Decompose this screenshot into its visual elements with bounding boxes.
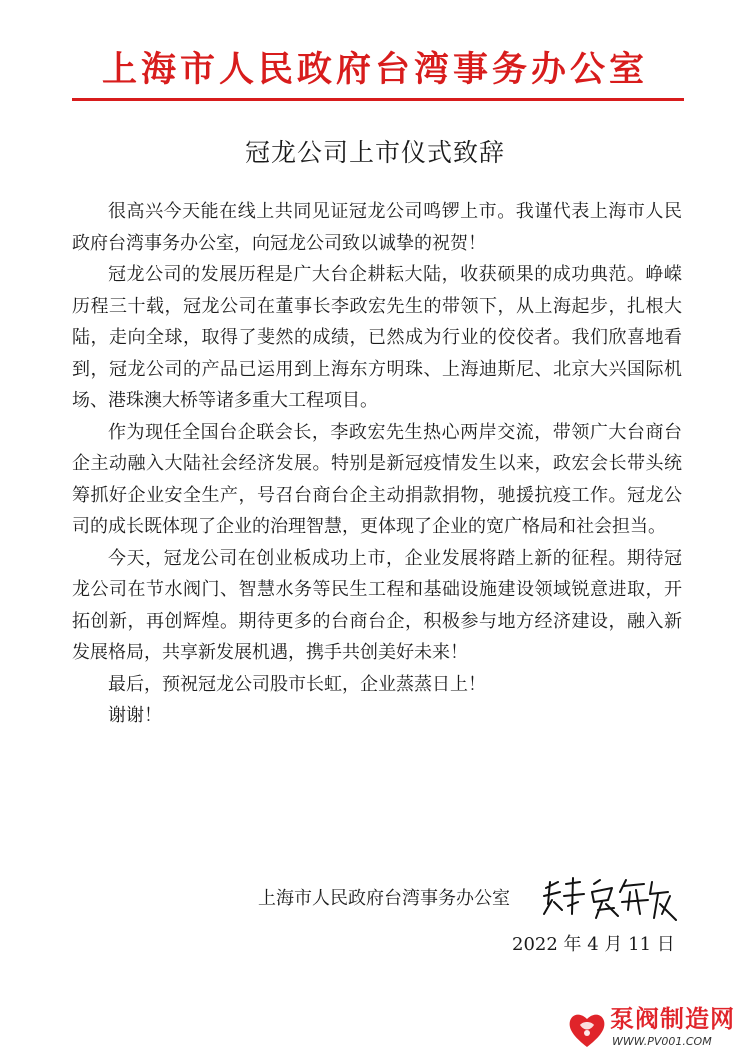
paragraph: 今天，冠龙公司在创业板成功上市，企业发展将踏上新的征程。期待冠龙公司在节水阀门、智慧水务等民生工程和基础设施建设领域锐意进取，开拓创新，再创辉煌。期待更多的台商台企，积极参与地方经济建设，融入新发展格局，共享新发展机遇，携手共创美好未来！ <box>72 547 682 663</box>
letterhead-title: 上海市人民政府台湾事务办公室 <box>101 50 648 90</box>
paragraph: 很高兴今天能在线上共同见证冠龙公司鸣锣上市。我谨代表上海市人民政府台湾事务办公室，向冠龙公司致以诚挚的祝贺！ <box>72 201 682 254</box>
signatory-name: 上海市人民政府台湾事务办公室 <box>258 888 510 909</box>
handwritten-signature <box>540 874 680 926</box>
paragraph: 冠龙公司的发展历程是广大台企耕耘大陆，收获硕果的成功典范。峥嵘历程三十载，冠龙公司在董事长李政宏先生的带领下，从上海起步，扎根大陆，走向全球，取得了斐然的成绩，已然成为行业的佼佼者。我们欣喜地看到，冠龙公司的产品已运用到上海东方明珠、上海迪斯尼、北京大兴国际机场、港珠澳大桥等诸多重大工程项目。 <box>72 264 682 411</box>
document-body <box>72 196 682 732</box>
heart-logo-icon <box>566 1009 608 1051</box>
document-title: 冠龙公司上市仪式致辞 <box>244 138 505 167</box>
paragraph: 最后，预祝冠龙公司股市长虹，企业蒸蒸日上！ <box>108 673 486 695</box>
letterhead-rule <box>72 98 684 101</box>
document-date: 2022 年 4 月 11 日 <box>512 934 675 955</box>
watermark <box>566 1003 746 1057</box>
watermark-name: 泵阀制造网 <box>610 1005 735 1033</box>
paragraph: 谢谢！ <box>108 705 162 726</box>
paragraph: 作为现任全国台企联会长，李政宏先生热心两岸交流，带领广大台商台企主动融入大陆社会经济发展。特别是新冠疫情发生以来，政宏会长带头统筹抓好企业安全生产，号召台商台企主动捐款捐物，驰援抗疫工作。冠龙公司的成长既体现了企业的治理智慧，更体现了企业的宽广格局和社会担当。 <box>72 421 682 537</box>
watermark-url: WWW.PV001.COM <box>612 1035 712 1048</box>
